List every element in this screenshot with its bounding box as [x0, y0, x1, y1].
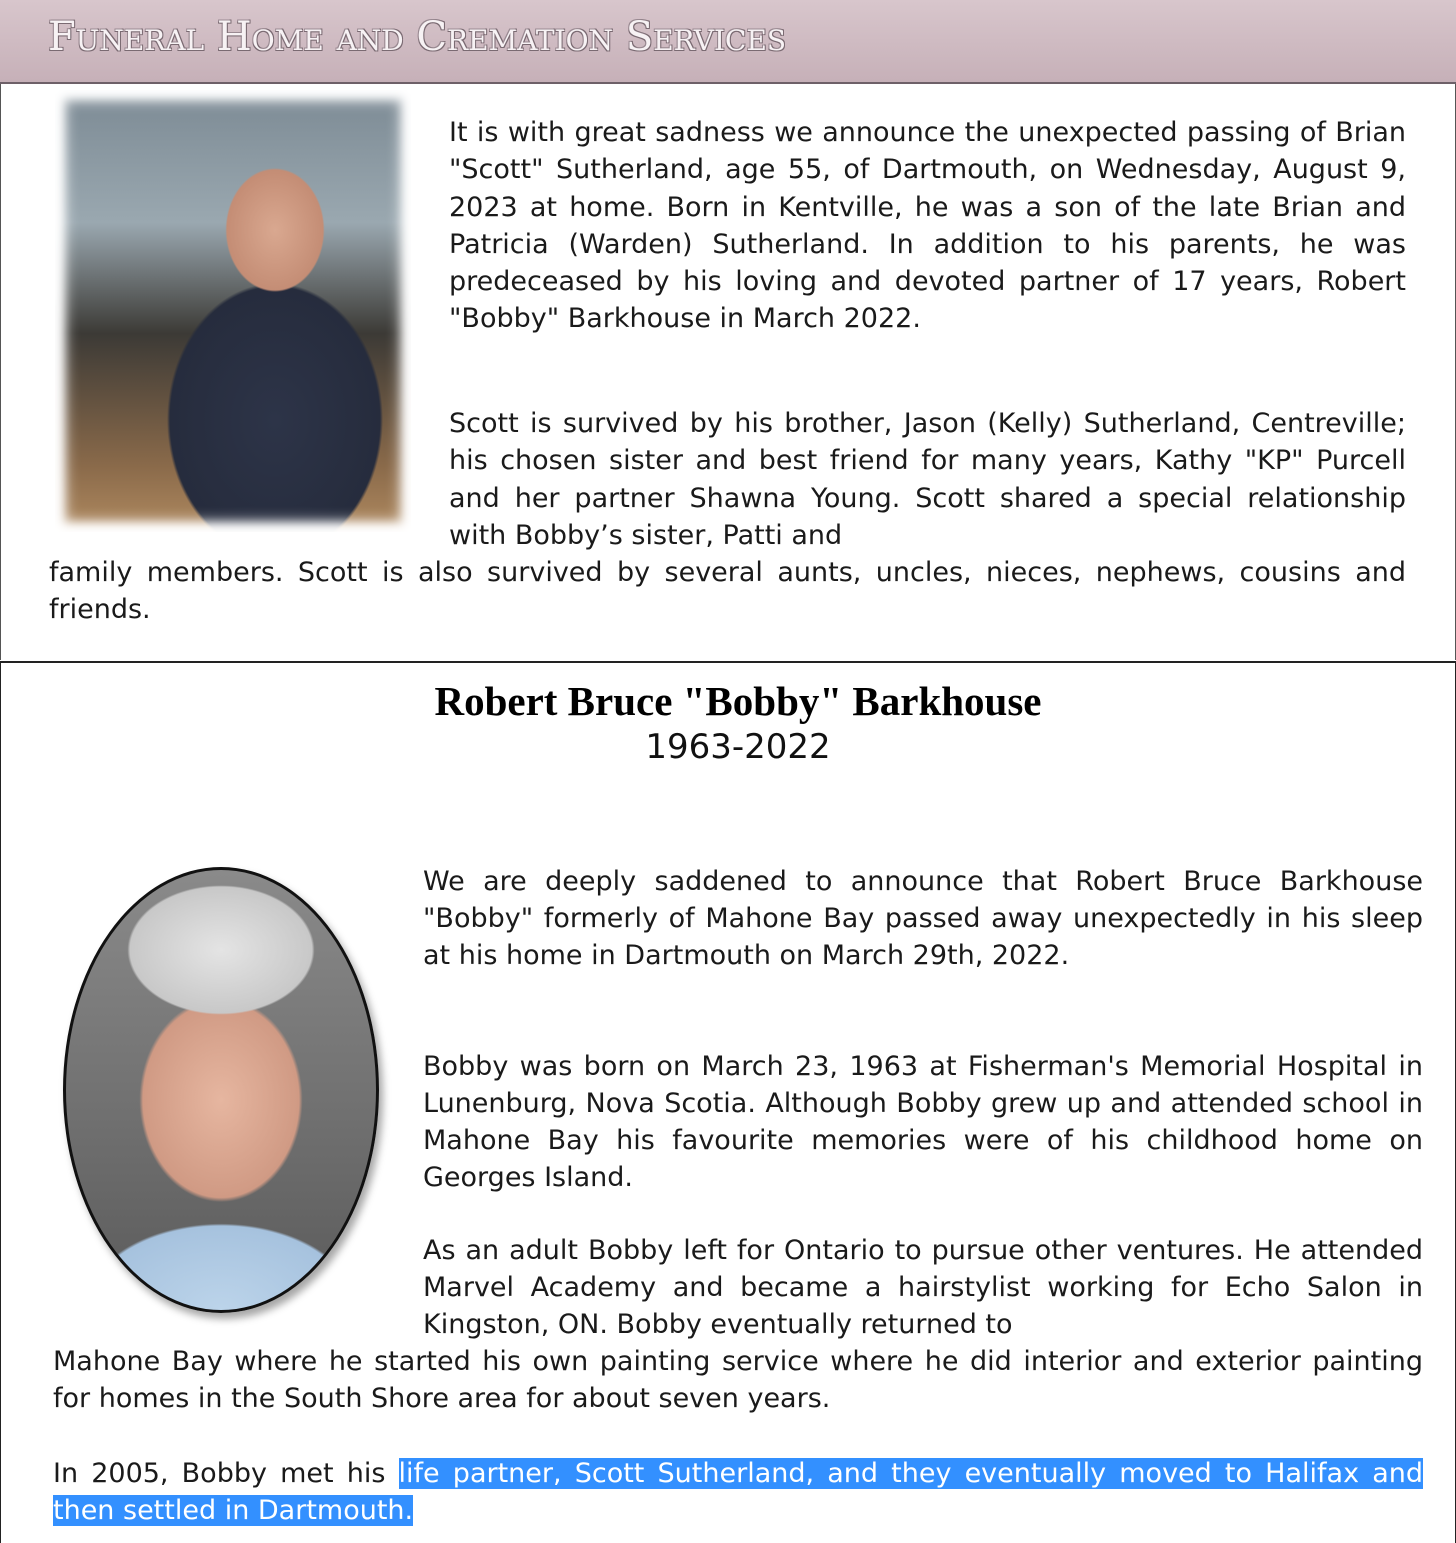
scott-obituary-paragraph-2-top: Scott is survived by his brother, Jason (Kelly) Sutherland, Centreville; his chosen sister and best friend for many years, Kathy "KP" Purcell and her partner Shawna Young. Scott shared a special relationship with Bobby’s sister, Patti and [449, 408, 1406, 551]
bobby-years: 1963-2022 [645, 727, 831, 767]
scott-obituary-paragraph-2-bottom: family members. Scott is also survived by several aunts, uncles, nieces, nephews, cousins and friends. [49, 557, 1406, 626]
funeral-home-title: Funeral Home and Cremation Services [48, 14, 787, 60]
bobby-photo-frame [53, 859, 389, 1329]
obituary-bobby-panel [0, 661, 1456, 1543]
bobby-obituary-paragraph-2: Bobby was born on March 23, 1963 at Fisherman's Memorial Hospital in Lunenburg, Nova Scotia. Although Bobby grew up and attended school in Mahone Bay his favourite memories were of his childhood home on Georges Island. [423, 1051, 1423, 1193]
bobby-obituary-paragraph-3-top: As an adult Bobby left for Ontario to pursue other ventures. He attended Marvel Academy and became a hairstylist working for Echo Salon in Kingston, ON. Bobby eventually returned to [423, 1235, 1423, 1340]
bobby-obituary-paragraph-3-bottom: Mahone Bay where he started his own painting service where he did interior and exterior painting for homes in the South Shore area for about seven years. [53, 1346, 1423, 1414]
paragraph-4-plain-text: In 2005, Bobby met his [53, 1458, 399, 1489]
scott-obituary-paragraph-1: It is with great sadness we announce the unexpected passing of Brian "Scott" Sutherland, age 55, of Dartmouth, on Wednesday, August 9, 2023 at home. Born in Kentville, he was a son of the late Brian and Patricia (Warden) Sutherland. In addition to his parents, he was predeceased by his loving and devoted partner of 17 years, Robert "Bobby" Barkhouse in March 2022. [449, 117, 1406, 335]
scott-photo [55, 90, 411, 532]
site-banner [0, 0, 1456, 84]
bobby-obituary-paragraph-4 [53, 1455, 1423, 1529]
bobby-obituary-paragraph-1: We are deeply saddened to announce that Robert Bruce Barkhouse "Bobby" formerly of Mahone Bay passed away unexpectedly in his sleep at his home in Dartmouth on March 29th, 2022. [423, 866, 1423, 971]
bobby-name-heading: Robert Bruce "Bobby" Barkhouse [434, 678, 1042, 724]
obituary-scott-panel [0, 84, 1456, 660]
bobby-oval-portrait [63, 867, 379, 1313]
selected-text-highlight[interactable]: life partner, Scott Sutherland, and they eventually moved to Halifax and then settled in Dartmouth. [53, 1458, 1423, 1526]
